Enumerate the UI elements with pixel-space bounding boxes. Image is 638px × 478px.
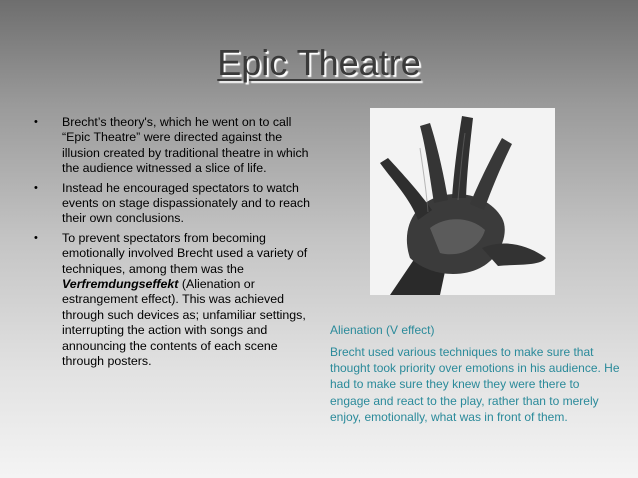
bullet-glyph: • [34, 116, 38, 128]
hand-illustration [370, 108, 555, 295]
hand-photo [370, 108, 555, 295]
bullet-item-1 [30, 115, 312, 177]
caption-title: Alienation (V effect) [330, 323, 435, 337]
caption-body: Brecht used various techniques to make sure that thought took priority over emotions in his audience. He had to make sure they knew they were there to engage and react to the play, rather than to merely enjoy, emotionally, what was in front of them. [330, 345, 620, 424]
bullet-item-2 [30, 181, 312, 227]
bullet-text-before: To prevent spectators from becoming emotionally involved Brecht used a variety of techniques, among them was the [62, 230, 308, 276]
bullet-glyph: • [34, 181, 38, 194]
bullet-text-after: (Alienation or estrangement effect). This was achieved through such devices as; unfamiliar settings, interrupting the action with songs and announcing the contents of each scene through posters. [62, 277, 306, 369]
bullet-list [30, 115, 312, 374]
bullet-item-3 [30, 231, 312, 370]
slide-title: Epic Theatre [217, 42, 421, 83]
bullet-glyph: • [34, 231, 38, 244]
bullet-emphasis-term: Verfremdungseffekt [62, 277, 179, 292]
bullet-text: Instead he encouraged spectators to watch events on stage dispassionately and to reach their own conclusions. [62, 180, 310, 226]
bullet-text: Brecht’s theory's, which he went on to call “Epic Theatre” were directed against the illusion created by traditional theatre in which the audience witnessed a slice of life. [62, 115, 309, 176]
